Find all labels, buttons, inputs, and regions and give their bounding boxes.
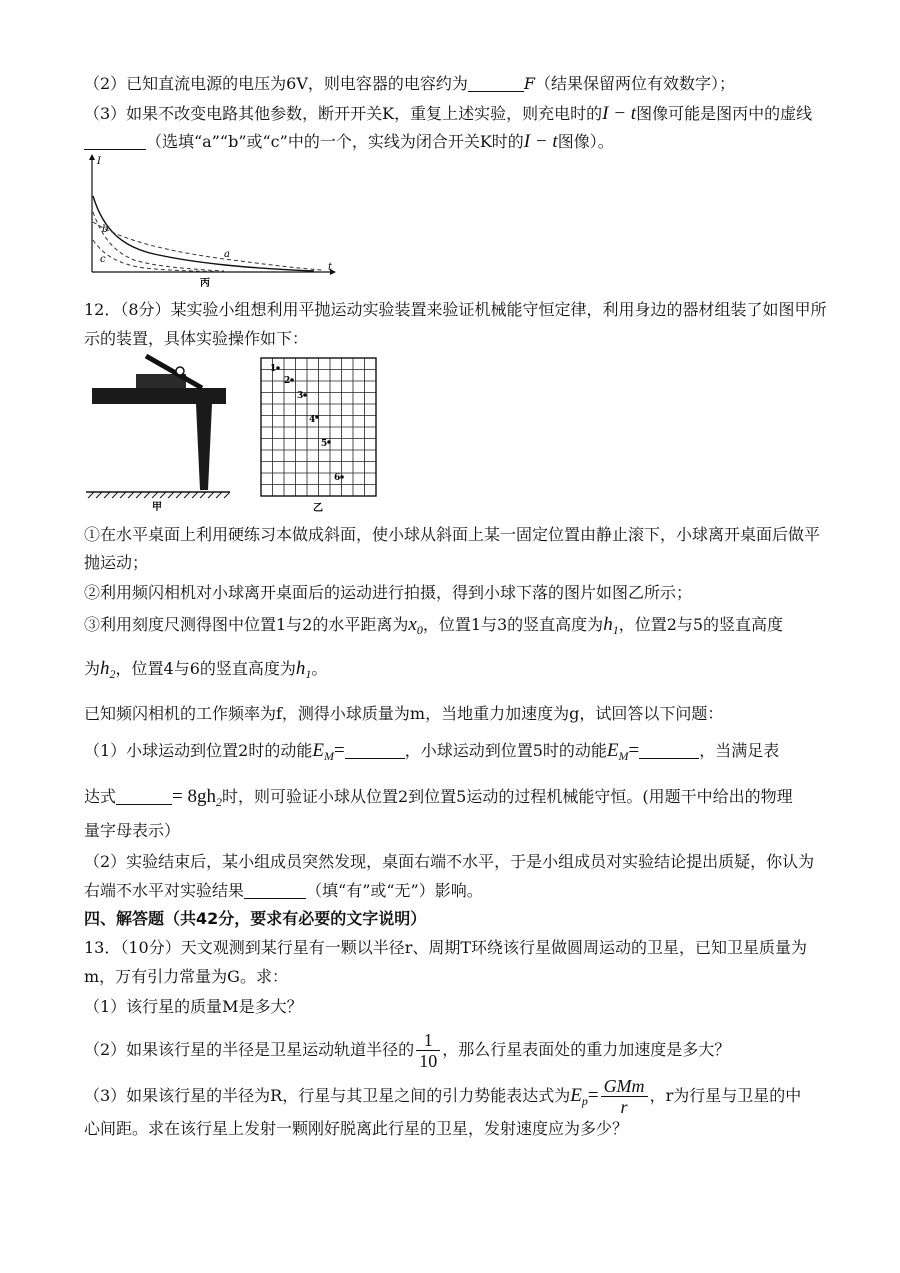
q13-part2-text: （2）如果该行星的半径是卫星运动轨道半径的 [84,1040,415,1059]
symbol-e-sub: M [323,749,334,764]
q12-step3-text6: 。 [311,659,328,678]
section-heading-text: 四、解答题（共42分，要求有必要的文字说明） [84,909,427,928]
ground-hatch [88,492,230,498]
q12-step2 [84,582,816,604]
equals-sign: = [628,740,640,761]
q11-part3-line1 [84,103,816,125]
symbol-x: x [408,614,417,635]
figure-b-caption: 乙 [313,503,323,514]
q11-part3-text3: （选填“a”“b”或“c”中的一个，实线为闭合开关K时的 [146,132,524,151]
q12-part1-line3 [84,820,816,842]
answer-blank[interactable] [84,133,146,150]
q12-given-text: 已知频闪相机的工作频率为f，测得小球质量为m，当地重力加速度为g，试回答以下问题： [84,704,724,723]
q12-step1-text: ①在水平桌面上利用硬练习本做成斜面，使小球从斜面上某一固定位置由静止滚下，小球离开桌面后做平 [84,525,821,544]
q12-part1-text: （1）小球运动到位置2时的动能 [84,741,313,760]
q12-intro-line1 [84,299,827,321]
q12-step3-text3: ，位置2与5的竖直高度 [618,615,784,634]
q13-part3-text: （3）如果该行星的半径为R，行星与其卫星之间的引力势能表达式为 [84,1086,571,1105]
answer-blank[interactable] [116,788,172,805]
point-1 [276,366,280,370]
q12-part1-text5: 时，则可验证小球从位置2到位置5运动的过程机械能守恒。(用题干中给出的物理 [221,787,793,806]
q11-part3-line2 [84,131,816,153]
section-heading [84,908,816,930]
answer-blank[interactable] [468,75,524,92]
fraction-numerator: GMm [601,1076,648,1097]
q12-part1-text2: ，小球运动到位置5时的动能 [404,741,607,760]
q13-part3-line2 [84,1118,816,1140]
q13-text2: m，万有引力常量为G。求： [84,967,288,986]
symbol-h: h [603,614,613,635]
point-3 [303,393,307,397]
q12-step1-line1 [84,524,821,546]
answer-blank[interactable] [244,882,306,899]
ball [176,367,184,375]
solid-curve [93,196,314,271]
expression: = 8gh [172,786,216,807]
q12-part1-text3: ，当满足表 [699,741,780,760]
answer-blank[interactable] [345,742,405,759]
point-3-label: 3 [297,391,304,401]
symbol-ep: E [570,1085,582,1106]
symbol-e: E [312,740,324,761]
symbol-h: h [295,658,306,679]
tabletop [92,388,226,404]
q12-step3-line2 [84,658,816,685]
fraction-numerator: 1 [416,1030,440,1051]
q12-part2-line1 [84,851,816,873]
q13-part2-text2: ，那么行星表面处的重力加速度是多大？ [442,1040,731,1059]
q12-part1-text4: 达式 [84,787,117,806]
point-6-label: 6 [334,473,341,483]
equals-sign: = [587,1085,599,1106]
i-t-symbol: I − t [523,131,558,152]
q13-part3-text3: 心间距。求在该行星上发射一颗刚好脱离此行星的卫星，发射速度应为多少？ [84,1119,629,1138]
q12-part2-text3: （填“有”或“无”）影响。 [306,881,483,900]
figure-c [84,152,339,290]
q12-step3-text4: 为 [84,659,101,678]
curve-label-c: c [100,254,106,265]
q12-part1-text6: 量字母表示） [84,821,181,840]
unit-label: F [523,74,536,93]
q12-step3-text2: ，位置1与3的竖直高度为 [422,615,604,634]
figure-a-caption: 甲 [152,502,162,513]
q11-part3-text4: 图像）。 [557,132,614,151]
q12-intro-text: 12．（8分）某实验小组想利用平抛运动实验装置来验证机械能守恒定律，利用身边的器材组装了如图甲所 [84,300,827,319]
symbol-h-sub: 2 [109,667,116,682]
i-axis-label: I [97,156,101,167]
q13-text: 13．（10分）天文观测到某行星有一颗以半径r、周期T环绕该行星做圆周运动的卫星，已知卫星质量为 [84,938,808,957]
q13-part1 [84,996,816,1018]
symbol-h-sub: 1 [612,623,619,638]
q11-part2 [84,73,816,95]
fraction-gmm-r [601,1076,648,1117]
point-5 [327,440,331,444]
curve-label-a: a [224,249,230,260]
point-5-label: 5 [321,439,328,449]
point-2 [290,378,294,382]
figure-c-caption: 丙 [200,278,210,289]
q11-part3-text2: 图像可能是图丙中的虚线 [636,104,813,123]
point-6 [340,475,344,479]
q12-part1-line2 [84,786,816,813]
i-t-graph [84,152,339,290]
q12-step1-line2 [84,552,816,574]
q13-part3-text2: ，r为行星与卫星的中 [649,1086,802,1105]
symbol-h-sub: 1 [305,667,312,682]
table-apparatus [84,352,234,514]
q13-line2 [84,966,816,988]
point-4-label: 4 [309,415,316,425]
symbol-e: E [606,740,619,761]
answer-blank[interactable] [639,742,699,759]
grid-lines [261,358,376,496]
q12-part1-line1 [84,740,816,767]
q13-part3-line1 [84,1073,816,1119]
symbol-h: h [100,658,110,679]
fraction-denominator: r [620,1097,628,1117]
expression-sub: 2 [215,795,222,810]
q12-intro-text2: 示的装置，具体实验操作如下： [84,329,309,348]
q12-step3-text5: ，位置4与6的竖直高度为 [115,659,296,678]
q12-step3-line1 [84,614,816,641]
fraction-one-tenth [416,1030,440,1071]
q12-given [84,703,816,725]
i-axis-arrow [89,154,95,160]
q12-step1-text2: 抛运动； [84,553,149,572]
q12-part2-text: （2）实验结束后，某小组成员突然发现，桌面右端不水平，于是小组成员对实验结论提出质疑，你认为 [84,852,815,871]
figure-a [84,352,234,514]
q12-intro-line2 [84,328,816,350]
q11-part2-note: （结果保留两位有效数字）； [535,74,736,93]
q12-step2-text: ②利用频闪相机对小球离开桌面后的运动进行拍摄，得到小球下落的图片如图乙所示； [84,583,693,602]
t-axis-label: t [328,262,333,273]
point-4 [315,415,319,419]
q13-part1-text: （1）该行星的质量M是多大？ [84,997,303,1016]
i-t-symbol: I − t [602,103,637,124]
symbol-ep-sub: p [581,1094,588,1109]
q13-line1 [84,937,816,959]
q11-part2-text: （2）已知直流电源的电压为6V，则电容器的电容约为 [84,74,468,93]
q12-part2-text2: 右端不水平对实验结果 [84,881,245,900]
frame-grid [257,352,379,514]
point-2-label: 2 [284,376,291,386]
q11-part3-text: （3）如果不改变电路其他参数，断开开关K，重复上述实验，则充电时的 [84,104,603,123]
symbol-x-sub: 0 [416,623,423,638]
symbol-e-sub: M [618,749,629,764]
table-leg [196,404,212,490]
point-1-label: 1 [270,364,277,374]
q13-part2 [84,1027,816,1073]
fraction-denominator: 10 [419,1051,438,1071]
q12-step3-text: ③利用刻度尺测得图中位置1与2的水平距离为 [84,615,409,634]
figure-b [257,352,379,514]
q12-part2-line2 [84,880,816,902]
curve-label-b: b [102,224,109,235]
equals-sign: = [333,740,345,761]
